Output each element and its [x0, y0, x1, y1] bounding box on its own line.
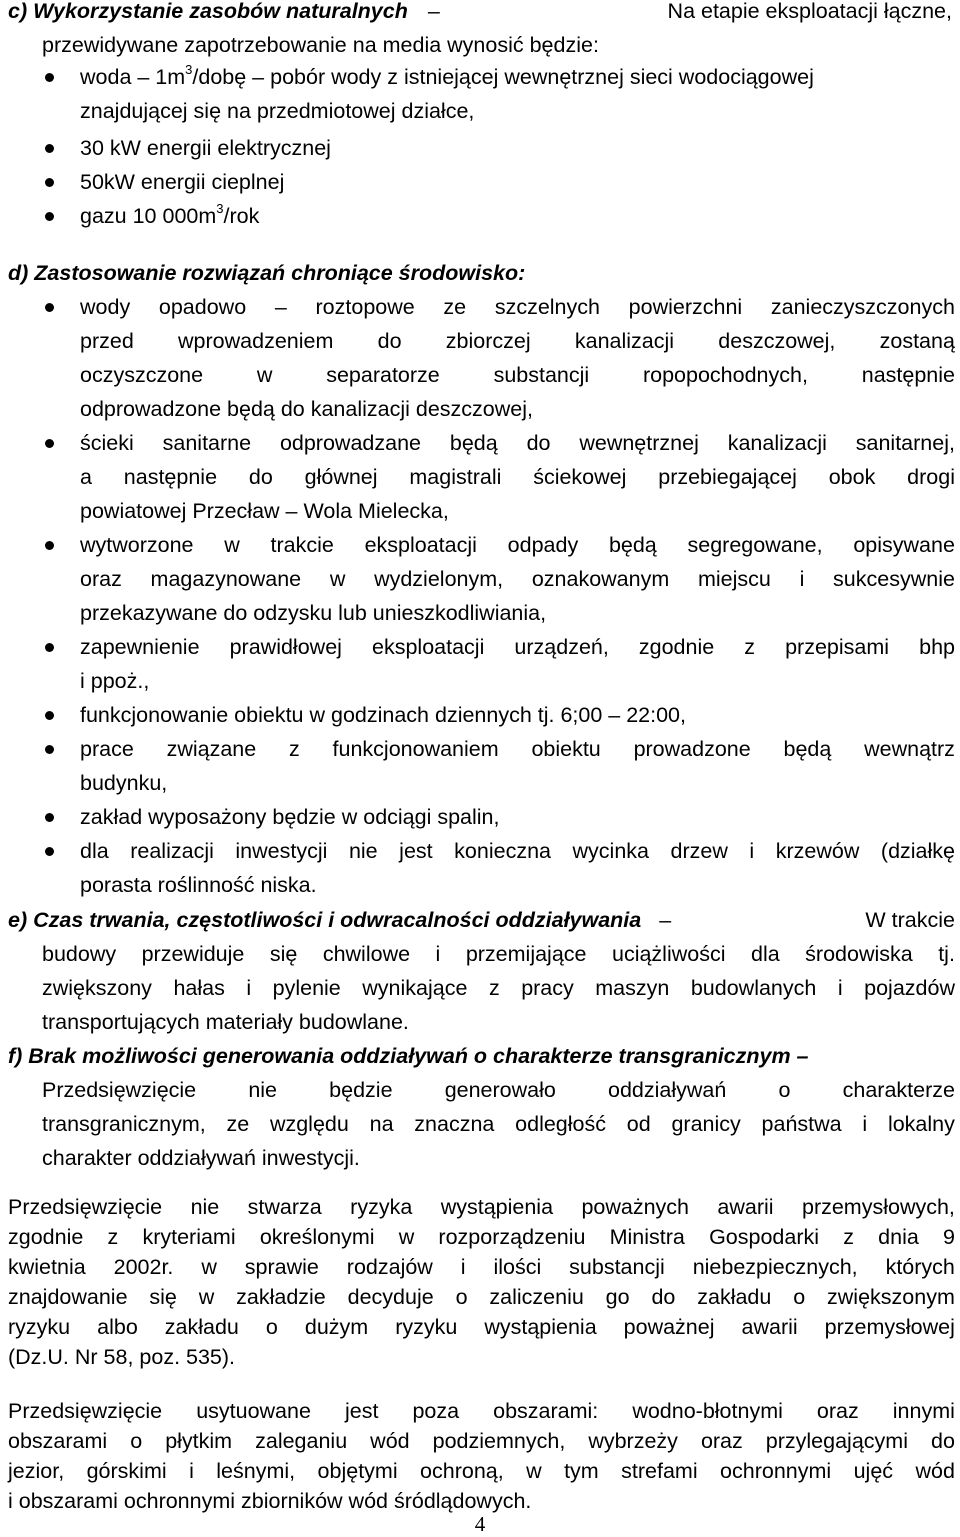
section-e-text-start: W trakcie: [865, 908, 955, 932]
heat-item: 50kW energii cieplnej: [80, 170, 285, 194]
section-d-item-4-line-1: zapewnienie prawidłowej eksploatacji urządzeń, zgodnie z przepisami bhp: [80, 635, 955, 659]
section-d-item-8-line-2: porasta roślinność niska.: [80, 873, 317, 897]
bullet-icon: [45, 212, 54, 221]
paragraph-1-line-2: zgodnie z kryteriami określonymi w rozporządzeniu Ministra Gospodarki z dnia 9: [8, 1225, 955, 1249]
section-d-item-2-line-2: a następnie do głównej magistrali ściekowej przebiegającej obok drogi: [80, 465, 955, 489]
section-d-item-4-line-2: i ppoż.,: [80, 669, 150, 693]
section-e-line-2: budowy przewiduje się chwilowe i przemijające uciążliwości dla środowiska tj.: [42, 942, 955, 966]
section-d-item-1-line-4: odprowadzone będą do kanalizacji deszczowej,: [80, 397, 533, 421]
section-f-line-1: Przedsięwzięcie nie będzie generowało oddziaływań o charakterze: [42, 1078, 955, 1102]
section-c-dash: –: [427, 0, 440, 23]
paragraph-2-line-1: Przedsięwzięcie usytuowane jest poza obszarami: wodno-błotnymi oraz innymi: [8, 1399, 955, 1423]
paragraph-2-line-2: obszarami o płytkim zaleganiu wód podziemnych, wybrzeży oraz przylegającymi do: [8, 1429, 955, 1453]
paragraph-1-line-5: ryzyku albo zakładu o dużym ryzyku wystąpienia poważnej awarii przemysłowej: [8, 1315, 955, 1339]
bullet-icon: [45, 439, 54, 448]
section-c-heading: c) Wykorzystanie zasobów naturalnych: [8, 0, 408, 23]
paragraph-2-line-4: i obszarami ochronnymi zbiorników wód śródlądowych.: [8, 1489, 532, 1513]
section-c-line-1: [8, 0, 952, 28]
section-d-item-2-line-3: powiatowej Przecław – Wola Mielecka,: [80, 499, 449, 523]
section-c-intro: Na etapie eksploatacji łączne,: [667, 0, 952, 23]
page-number: 4: [474, 1512, 486, 1536]
bullet-icon: [45, 711, 54, 720]
bullet-icon: [45, 178, 54, 187]
section-d-item-3-line-3: przekazywane do odzysku lub unieszkodliwiania,: [80, 601, 547, 625]
bullet-icon: [45, 144, 54, 153]
section-e-line-3: zwiększony hałas i pylenie wynikające z pracy maszyn budowlanych i pojazdów: [42, 976, 955, 1000]
section-d-item-1-line-1: wody opadowo – roztopowe ze szczelnych powierzchni zanieczyszczonych: [80, 295, 955, 319]
section-e-heading: e) Czas trwania, częstotliwości i odwracalności oddziaływania: [8, 908, 642, 932]
section-d-item-2-line-1: ścieki sanitarne odprowadzane będą do wewnętrznej kanalizacji sanitarnej,: [80, 431, 955, 455]
section-d-item-1-line-2: przed wprowadzeniem do zbiorczej kanalizacji deszczowej, zostaną: [80, 329, 955, 353]
bullet-icon: [45, 643, 54, 652]
section-d-item-6-line-1: prace związane z funkcjonowaniem obiektu prowadzone będą wewnątrz: [80, 737, 955, 761]
section-d-item-5-line-1: funkcjonowanie obiektu w godzinach dziennych tj. 6;00 – 22:00,: [80, 703, 686, 727]
water-line-2: znajdującej się na przedmiotowej działce,: [80, 99, 475, 123]
section-f-line-2: transgranicznym, ze względu na znaczna odległość od granicy państwa i lokalny: [42, 1112, 955, 1136]
section-d-item-3-line-2: oraz magazynowane w wydzielonym, oznakowanym miejscu i sukcesywnie: [80, 567, 955, 591]
section-d-item-6-line-2: budynku,: [80, 771, 168, 795]
paragraph-1-line-4: znajdowanie się w zakładzie decyduje o zaliczeniu go do zakładu o zwiększonym: [8, 1285, 955, 1309]
bullet-icon: [45, 847, 54, 856]
paragraph-1-line-3: kwietnia 2002r. w sprawie rodzajów i ilości substancji niebezpiecznych, których: [8, 1255, 955, 1279]
section-e-line-4: transportujących materiały budowlane.: [42, 1010, 409, 1034]
electric-item: 30 kW energii elektrycznej: [80, 136, 331, 160]
bullet-icon: [45, 541, 54, 550]
bullet-icon: [45, 73, 54, 82]
section-d-item-7-line-1: zakład wyposażony będzie w odciągi spalin,: [80, 805, 500, 829]
water-line-1: woda – $1m^3$/dobę – pobór wody z istniejącej wewnętrznej sieci wodociągowej: [80, 61, 814, 89]
bullet-icon: [45, 813, 54, 822]
bullet-icon: [45, 303, 54, 312]
section-e-dash: –: [659, 908, 672, 932]
paragraph-1-line-6: (Dz.U. Nr 58, poz. 535).: [8, 1345, 236, 1369]
bullet-icon: [45, 745, 54, 754]
section-d-item-3-line-1: wytworzone w trakcie eksploatacji odpady będą segregowane, opisywane: [80, 533, 955, 557]
section-e-line-1: [8, 903, 955, 937]
section-c-intro-2: przewidywane zapotrzebowanie na media wynosić będzie:: [42, 33, 599, 57]
paragraph-1-line-1: Przedsięwzięcie nie stwarza ryzyka wystąpienia poważnych awarii przemysłowych,: [8, 1195, 955, 1219]
gas-item: gazu 10 $000m^3$/rok: [80, 200, 260, 228]
section-f-line-3: charakter oddziaływań inwestycji.: [42, 1146, 360, 1170]
section-d-item-1-line-3: oczyszczone w separatorze substancji ropopochodnych, następnie: [80, 363, 955, 387]
section-d-item-8-line-1: dla realizacji inwestycji nie jest konieczna wycinka drzew i krzewów (działkę: [80, 839, 955, 863]
paragraph-2-line-3: jezior, górskimi i leśnymi, objętymi ochroną, w tym strefami ochronnymi ujęć wód: [8, 1459, 955, 1483]
section-d-heading: d) Zastosowanie rozwiązań chroniące środowisko:: [8, 261, 526, 285]
section-f-heading: f) Brak możliwości generowania oddziaływań o charakterze transgranicznym –: [8, 1044, 809, 1068]
